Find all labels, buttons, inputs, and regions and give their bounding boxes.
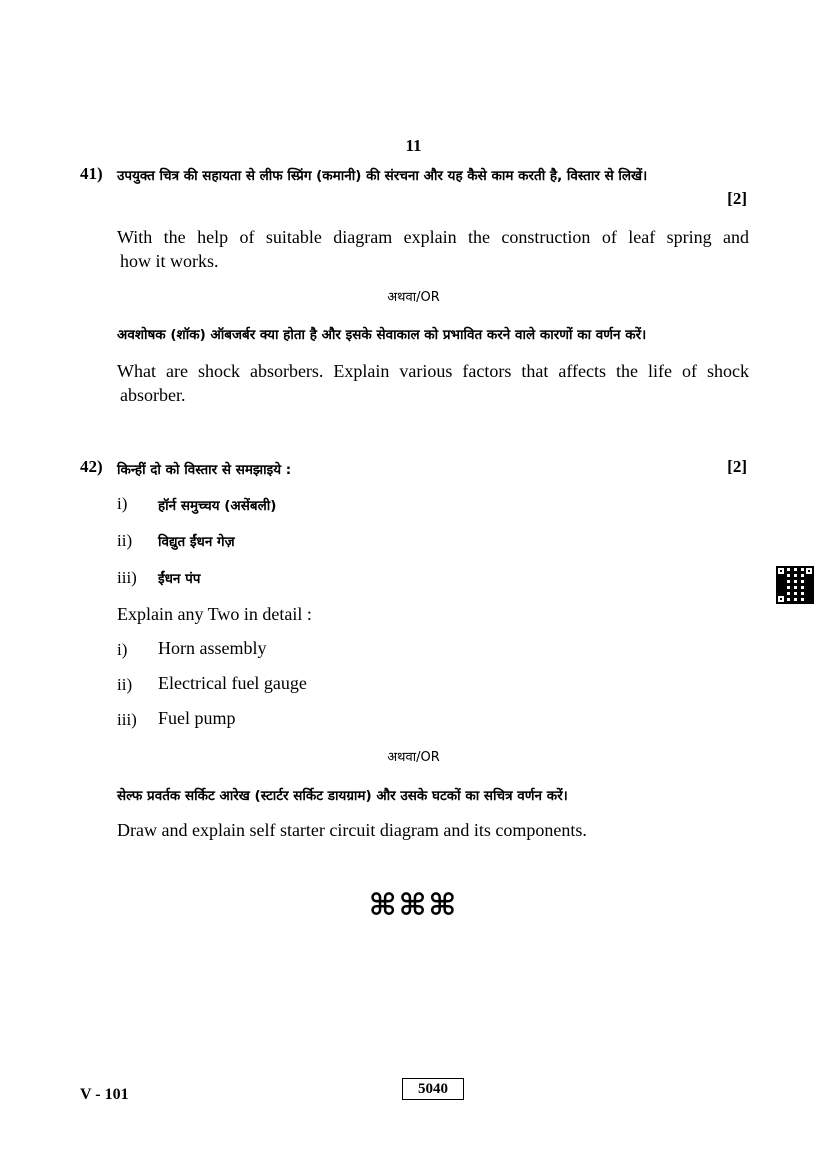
question-41-marks: [2] — [727, 189, 747, 208]
english-item-number: ii) — [117, 675, 133, 694]
hindi-item-number: iii) — [117, 568, 137, 587]
qr-finder-icon — [776, 594, 786, 604]
question-41-alt-hindi: अवशोषक (शॉक) ऑबजर्बर क्या होता है और इसके सेवाकाल को प्रभावित करने वाले कारणों का वर्णन करें। — [117, 327, 647, 343]
or-divider-42 — [0, 747, 827, 766]
hindi-item-number: i) — [117, 494, 128, 513]
english-item-number: iii) — [117, 710, 137, 729]
or-label: अथवा/OR — [387, 750, 440, 765]
hindi-item-number: ii) — [117, 531, 133, 550]
question-41-english-line2: how it works. — [120, 251, 219, 271]
question-42-alt-hindi: सेल्फ प्रवर्तक सर्किट आरेख (स्टार्टर सर्किट डायग्राम) और उसके घटकों का सचित्र वर्णन करें। — [117, 788, 568, 804]
question-41-alt-english-line2: absorber. — [120, 385, 186, 405]
question-41-alt-english-line1: What are shock absorbers. Explain various factors that affects the life of shock — [117, 361, 749, 381]
question-41-hindi: उपयुक्त चित्र की सहायता से लीफ स्प्रिंग (कमानी) की संरचना और यह कैसे काम करती है, विस्तार से लिखें। — [117, 168, 648, 184]
question-42-marks: [2] — [727, 457, 747, 476]
question-42-hindi: किन्हीं दो को विस्तार से समझाइये : — [117, 462, 292, 478]
question-42-english-prompt: Explain any Two in detail : — [117, 604, 312, 624]
english-item-text: Horn assembly — [158, 638, 267, 658]
page-number: 11 — [405, 136, 422, 155]
english-item-text: Fuel pump — [158, 708, 236, 728]
hindi-item-text: ईंधन पंप — [158, 571, 201, 587]
qr-finder-icon — [804, 566, 814, 576]
paper-code: V - 101 — [80, 1086, 129, 1103]
question-42-number: 42) — [80, 457, 103, 476]
question-41-english-line1: With the help of suitable diagram explain the construction of leaf spring and — [117, 227, 749, 247]
question-41-number: 41) — [80, 164, 103, 183]
qr-finder-icon — [776, 566, 786, 576]
or-label: अथवा/OR — [387, 290, 440, 305]
qr-code-icon — [776, 566, 814, 604]
end-ornament: ⌘⌘⌘ — [368, 889, 459, 922]
english-item-text: Electrical fuel gauge — [158, 673, 307, 693]
page-code-box: 5040 — [402, 1078, 464, 1100]
or-divider-41 — [0, 287, 827, 306]
question-42-alt-english: Draw and explain self starter circuit diagram and its components. — [117, 820, 587, 840]
hindi-item-text: विद्युत ईंधन गेज़ — [158, 534, 235, 550]
english-item-number: i) — [117, 640, 128, 659]
hindi-item-text: हॉर्न समुच्चय (असेंबली) — [158, 498, 277, 514]
